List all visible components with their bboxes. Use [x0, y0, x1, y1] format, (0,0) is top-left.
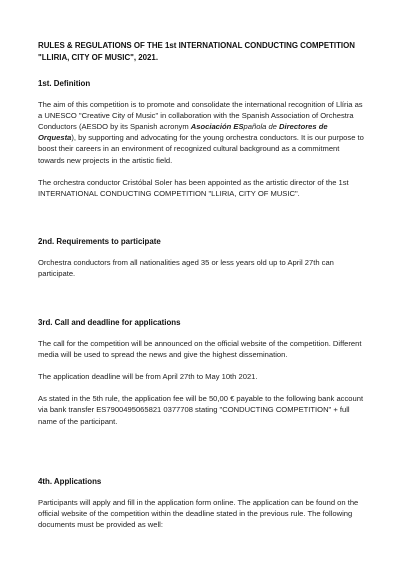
- acronym-part-b: pañola de: [243, 122, 277, 131]
- definition-p1-text-a: The aim of this competition is to promote and consolidate the international recognition of Llíria as a UNESCO "Creative City of Music" in collaboration with the Spanish Association of Orchestra Conductors (AESDO by its Spanish acronym: [38, 99, 363, 131]
- call-paragraph-2: The application deadline will be from April 27th to May 10th 2021.: [38, 372, 258, 382]
- definition-paragraph-2: The orchestra conductor Cristóbal Soler has been appointed as the artistic director of the 1st INTERNATIONAL CONDUCTING COMPETITION "LLIRIA, CITY OF MUSIC".: [38, 177, 349, 199]
- section-heading-applications: 4th. Applications: [38, 476, 102, 486]
- definition-p1-text-b: ), by supporting and advocating for the young orchestra conductors. It is our purpose to boost their careers in an environment of recognized cultural background as a commitment towards new projects in the artistic field.: [38, 133, 364, 165]
- requirements-paragraph-1: Orchestra conductors from all nationalities aged 35 or less years old up to April 27th can participate.: [38, 258, 334, 279]
- acronym-part-c: Directores de Orquesta: [38, 122, 328, 143]
- section-heading-definition: 1st. Definition: [38, 78, 91, 88]
- call-paragraph-1: The call for the competition will be announced on the official website of the competition. Different media will be used to spread the news and give the highest dissemination.: [38, 338, 362, 359]
- applications-paragraph-1: Participants will apply and fill in the application form online. The application can be found on the official website of the competition within the deadline stated in the previous rule. The following documents must be provided as well:: [38, 497, 359, 530]
- call-paragraph-3: As stated in the 5th rule, the application fee will be 50,00 € payable to the following bank account via bank transfer ES7900495065821 0377708 stating "CONDUCTING COMPETITION" + full name of the participant.: [38, 394, 364, 426]
- section-heading-call-deadline: 3rd. Call and deadline for applications: [38, 317, 181, 327]
- acronym-part-a: Asociación ES: [190, 122, 244, 131]
- section-heading-requirements: 2nd. Requirements to participate: [38, 237, 161, 247]
- definition-paragraph-1: [38, 99, 366, 166]
- document-page: [38, 40, 366, 541]
- document-title: RULES & REGULATIONS OF THE 1st INTERNATIONAL CONDUCTING COMPETITION "LLIRIA, CITY OF MUSIC", 2021.: [38, 41, 355, 62]
